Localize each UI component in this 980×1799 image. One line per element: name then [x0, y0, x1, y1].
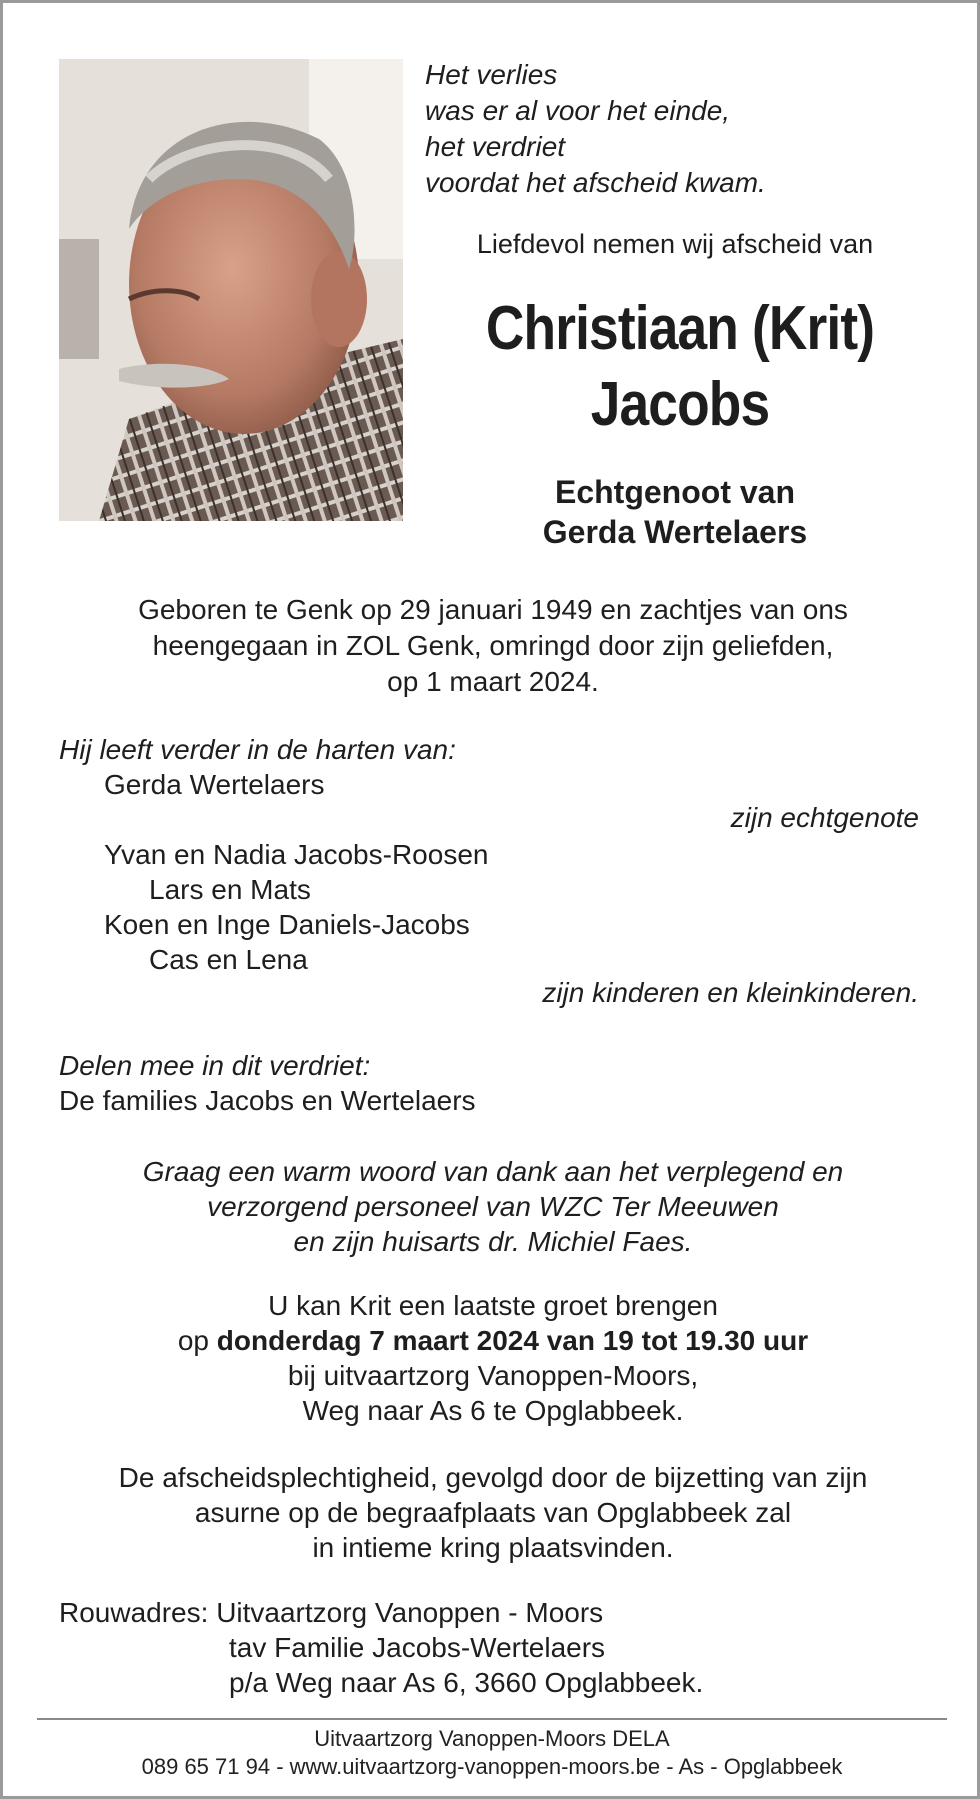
sharing-families: De families Jacobs en Wertelaers: [59, 1085, 476, 1116]
footer: [37, 1725, 947, 1781]
visitation-line-date: [59, 1323, 927, 1358]
spouse-line1: Echtgenoot van: [554, 474, 795, 510]
survivor-spouse: Gerda Wertelaers: [104, 769, 325, 800]
footer-company: Uitvaartzorg Vanoppen-Moors DELA: [314, 1726, 670, 1751]
address-line: tav Familie Jacobs-Wertelaers: [229, 1632, 606, 1663]
address-label-line: [59, 1595, 603, 1630]
ceremony-line: in intieme kring plaatsvinden.: [312, 1532, 674, 1563]
spouse-relation: zijn echtgenote: [730, 802, 919, 833]
portrait-illustration: [59, 59, 403, 521]
spouse-info: [425, 472, 925, 552]
thanks-line: Graag een warm woord van dank aan het verplegend en: [142, 1156, 844, 1187]
address-line: Uitvaartzorg Vanoppen - Moors: [216, 1597, 604, 1628]
thanks-line: verzorgend personeel van WZC Ter Meeuwen: [207, 1191, 779, 1222]
thanks-text: [59, 1154, 927, 1259]
ceremony-info: [59, 1460, 927, 1565]
address-line: p/a Weg naar As 6, 3660 Opglabbeek.: [229, 1667, 704, 1698]
visitation-info: [59, 1288, 927, 1428]
thanks-line: en zijn huisarts dr. Michiel Faes.: [293, 1226, 693, 1257]
children-relation: zijn kinderen en kleinkinderen.: [542, 977, 919, 1008]
survivor-child: Yvan en Nadia Jacobs-Roosen: [104, 839, 489, 870]
visitation-line: Weg naar As 6 te Opglabbeek.: [302, 1395, 684, 1426]
address-label: Rouwadres:: [59, 1597, 209, 1628]
poem: [425, 57, 766, 201]
spouse-line2: Gerda Wertelaers: [542, 514, 808, 550]
visitation-datetime: donderdag 7 maart 2024 van 19 tot 19.30 uur: [216, 1325, 809, 1356]
deceased-name-line1: Christiaan (Krit): [485, 294, 875, 363]
sharing-heading: Delen mee in dit verdriet:: [59, 1050, 371, 1081]
poem-line: voordat het afscheid kwam.: [425, 167, 766, 198]
survivor-grandchildren: Lars en Mats: [149, 874, 311, 905]
visitation-line: U kan Krit een laatste groet brengen: [268, 1290, 718, 1321]
birth-death-line: heengegaan in ZOL Genk, omringd door zijn geliefden,: [152, 630, 834, 661]
poem-line: Het verlies: [425, 59, 558, 90]
deceased-name: [461, 291, 900, 443]
survivor-child: Koen en Inge Daniels-Jacobs: [104, 909, 470, 940]
visitation-prefix: op: [177, 1325, 210, 1356]
birth-death-info: [59, 592, 927, 700]
birth-death-line: Geboren te Genk op 29 januari 1949 en zachtjes van ons: [138, 594, 848, 625]
poem-line: het verdriet: [425, 131, 566, 162]
survivor-grandchildren: Cas en Lena: [149, 944, 308, 975]
portrait-photo: [59, 59, 403, 521]
intro-text: Liefdevol nemen wij afscheid van: [476, 229, 874, 259]
survivors-heading: Hij leeft verder in de harten van:: [59, 734, 456, 765]
footer-divider: [37, 1718, 947, 1720]
footer-contact: 089 65 71 94 - www.uitvaartzorg-vanoppen-moors.be - As - Opglabbeek: [141, 1754, 843, 1779]
deceased-name-line2: Jacobs: [590, 370, 770, 439]
ceremony-line: De afscheidsplechtigheid, gevolgd door de bijzetting van zijn: [118, 1462, 868, 1493]
ceremony-line: asurne op de begraafplaats van Opglabbeek zal: [194, 1497, 792, 1528]
visitation-line: bij uitvaartzorg Vanoppen-Moors,: [287, 1360, 699, 1391]
poem-line: was er al voor het einde,: [425, 95, 731, 126]
birth-death-line: op 1 maart 2024.: [387, 666, 599, 697]
